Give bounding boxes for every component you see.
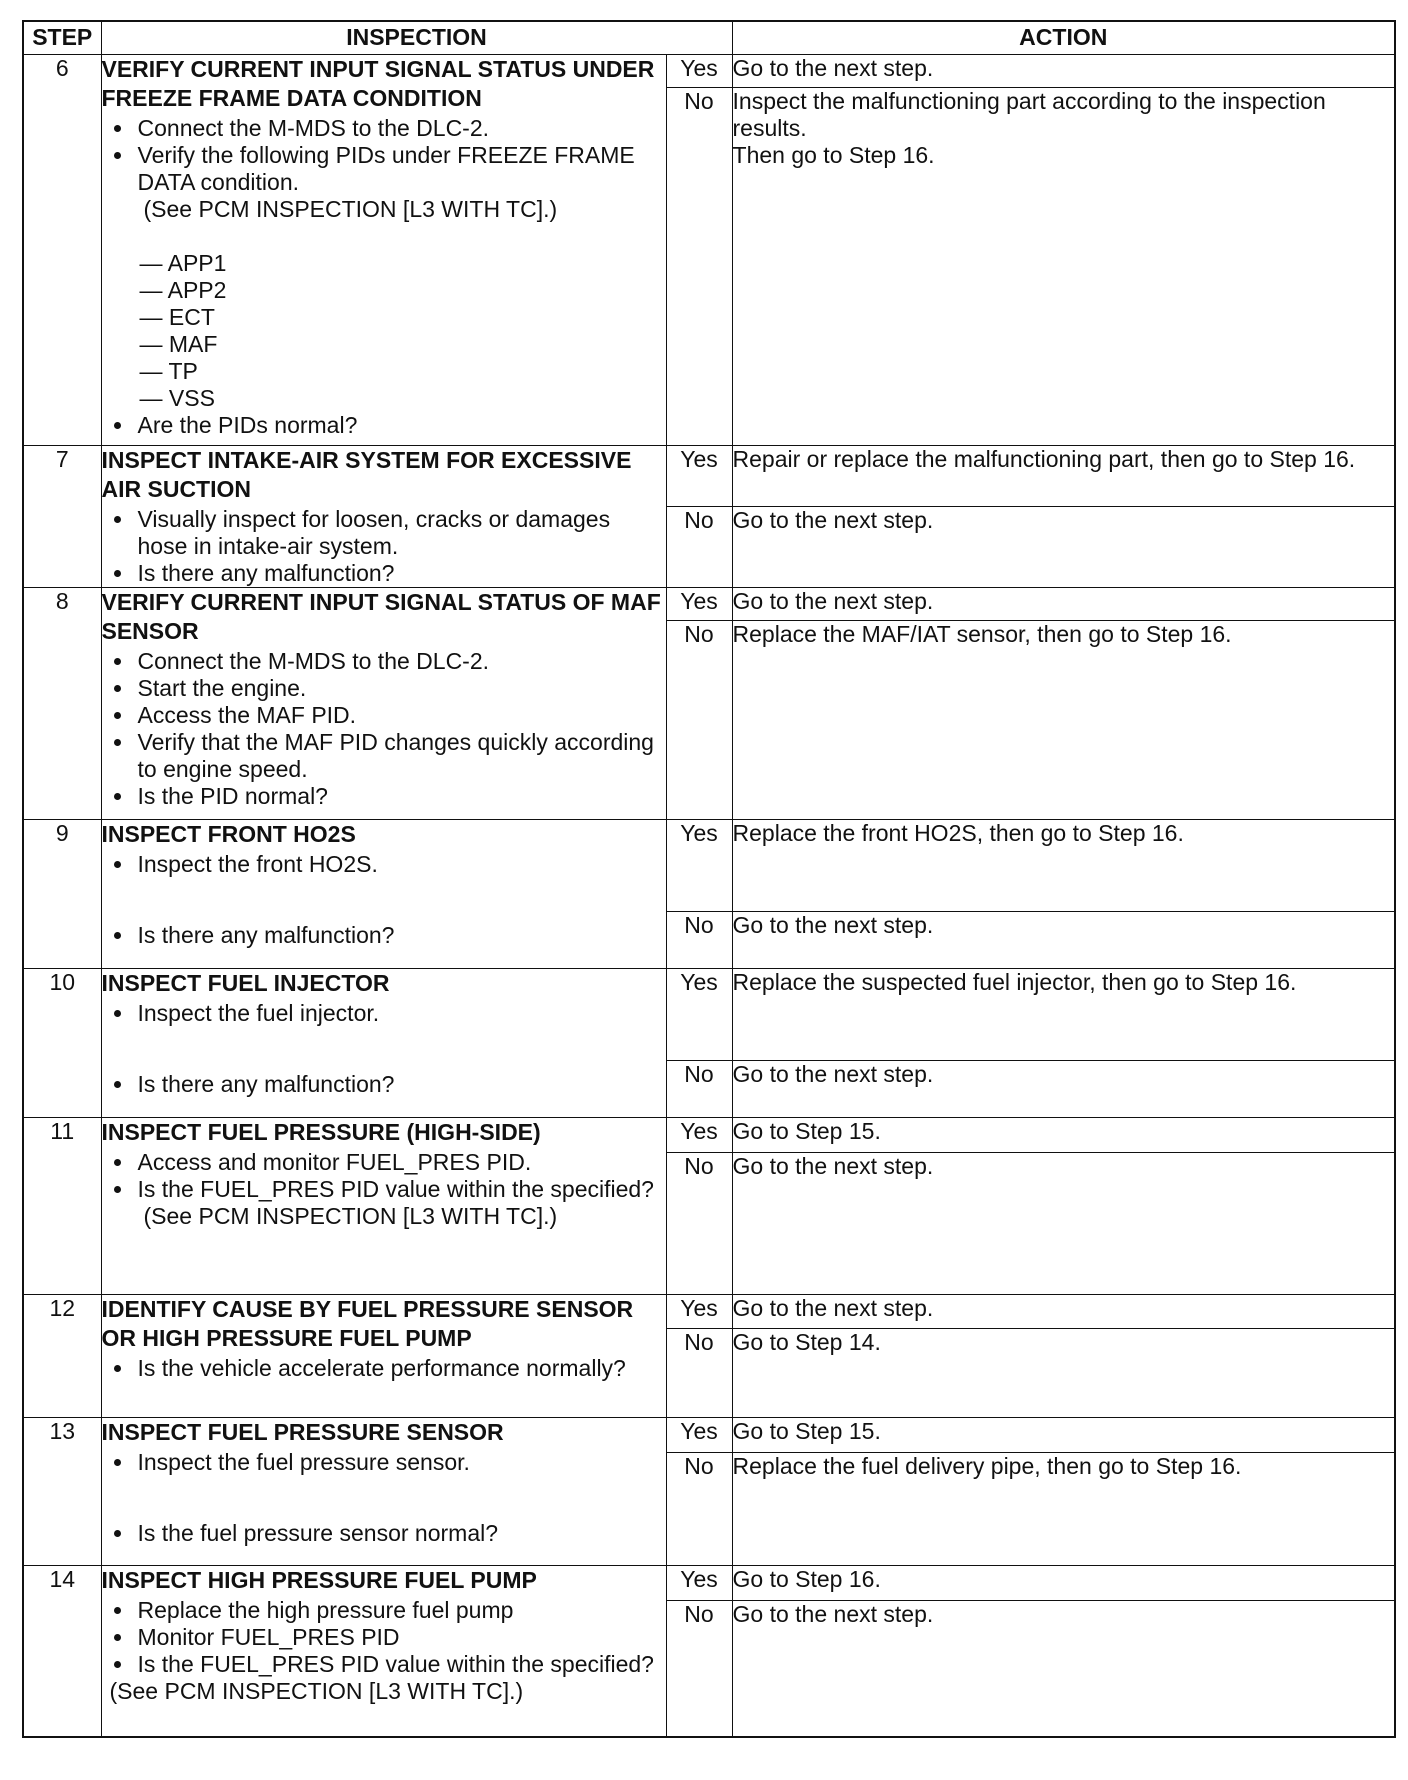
table-row — [23, 820, 1395, 912]
no-label: No — [666, 1329, 732, 1418]
question-item: Is the fuel pressure sensor normal? — [102, 1520, 666, 1547]
diagnostic-steps-table — [22, 20, 1396, 1738]
question-item: Are the PIDs normal? — [102, 412, 666, 439]
question-item: Is there any malfunction? — [102, 922, 666, 949]
reference-note: (See PCM INSPECTION [L3 WITH TC].) — [109, 1678, 524, 1704]
instruction-item: Access and monitor FUEL_PRES PID. — [102, 1149, 666, 1176]
no-action: Go to the next step. — [732, 1153, 1395, 1295]
step-number: 14 — [23, 1566, 101, 1737]
step-number: 6 — [23, 55, 101, 446]
table-row — [23, 446, 1395, 507]
instruction-item: Monitor FUEL_PRES PID — [102, 1624, 666, 1651]
inspection-cell — [101, 1566, 666, 1737]
instruction-item: Verify that the MAF PID changes quickly according to engine speed. — [102, 729, 666, 783]
no-label: No — [666, 88, 732, 446]
no-label: No — [666, 1061, 732, 1118]
yes-label: Yes — [666, 446, 732, 507]
inspection-cell — [101, 446, 666, 588]
yes-action: Go to the next step. — [732, 1295, 1395, 1329]
yes-label: Yes — [666, 1118, 732, 1153]
pid-item: — APP2 — [139, 277, 227, 303]
header-action: ACTION — [732, 21, 1395, 55]
no-action: Replace the fuel delivery pipe, then go to Step 16. — [732, 1453, 1395, 1566]
inspection-cell — [101, 969, 666, 1118]
no-action: Go to the next step. — [732, 1601, 1395, 1737]
step-title: INSPECT FUEL INJECTOR — [101, 970, 390, 996]
pid-item: — APP1 — [139, 250, 227, 276]
yes-label: Yes — [666, 1418, 732, 1453]
table-row — [23, 1118, 1395, 1153]
header-inspection: INSPECTION — [101, 21, 732, 55]
pid-item: — MAF — [139, 331, 218, 357]
step-number: 11 — [23, 1118, 101, 1295]
yes-action: Go to Step 15. — [732, 1418, 1395, 1453]
inspection-cell — [101, 55, 666, 446]
inspection-cell — [101, 1418, 666, 1566]
spacer — [102, 1476, 666, 1520]
yes-label: Yes — [666, 1566, 732, 1601]
instruction-item: Connect the M-MDS to the DLC-2. — [102, 115, 666, 142]
spacer — [102, 878, 666, 922]
instruction-item: Connect the M-MDS to the DLC-2. — [102, 648, 666, 675]
step-title: INSPECT INTAKE-AIR SYSTEM FOR EXCESSIVE AIR SUCTION — [101, 447, 632, 502]
question-item: Is the FUEL_PRES PID value within the specified? — [102, 1651, 666, 1678]
instruction-item: Replace the high pressure fuel pump — [102, 1597, 666, 1624]
action-text: Then go to Step 16. — [732, 142, 935, 168]
pid-item: — VSS — [139, 385, 215, 411]
no-action — [732, 88, 1395, 446]
instruction-item: Access the MAF PID. — [102, 702, 666, 729]
yes-action: Go to Step 16. — [732, 1566, 1395, 1601]
reference-note: (See PCM INSPECTION [L3 WITH TC].) — [143, 1203, 558, 1229]
step-title: INSPECT HIGH PRESSURE FUEL PUMP — [101, 1567, 537, 1593]
yes-label: Yes — [666, 969, 732, 1061]
yes-action: Replace the suspected fuel injector, then go to Step 16. — [732, 969, 1395, 1061]
step-number: 9 — [23, 820, 101, 969]
no-label: No — [666, 1601, 732, 1737]
inspection-cell — [101, 1118, 666, 1295]
no-action: Go to the next step. — [732, 1061, 1395, 1118]
yes-action: Go to the next step. — [732, 55, 1395, 88]
yes-action: Go to the next step. — [732, 588, 1395, 621]
question-item: Is the PID normal? — [102, 783, 666, 810]
question-item: Is the FUEL_PRES PID value within the specified? — [102, 1176, 666, 1203]
table-header-row — [23, 21, 1395, 55]
instruction-item: Inspect the fuel injector. — [102, 1000, 666, 1027]
pid-item: — TP — [139, 358, 198, 384]
step-number: 7 — [23, 446, 101, 588]
header-step: STEP — [23, 21, 101, 55]
no-label: No — [666, 621, 732, 820]
yes-label: Yes — [666, 55, 732, 88]
yes-action: Repair or replace the malfunctioning part, then go to Step 16. — [732, 446, 1395, 507]
table-row — [23, 1295, 1395, 1329]
no-label: No — [666, 1153, 732, 1295]
step-title: VERIFY CURRENT INPUT SIGNAL STATUS OF MAF SENSOR — [101, 589, 661, 644]
step-title: INSPECT FRONT HO2S — [101, 821, 356, 847]
reference-note: (See PCM INSPECTION [L3 WITH TC].) — [143, 196, 558, 222]
no-label: No — [666, 507, 732, 588]
document-page — [22, 20, 1394, 1760]
yes-label: Yes — [666, 588, 732, 621]
instruction-item: Verify the following PIDs under FREEZE FRAME DATA condition. — [102, 142, 666, 196]
spacer — [102, 1027, 666, 1071]
pid-list — [102, 250, 666, 412]
inspection-cell — [101, 588, 666, 820]
step-number: 8 — [23, 588, 101, 820]
question-item: Is the vehicle accelerate performance normally? — [102, 1355, 666, 1382]
action-text: Inspect the malfunctioning part according to the inspection results. — [732, 88, 1326, 141]
question-item: Is there any malfunction? — [102, 1071, 666, 1098]
yes-label: Yes — [666, 1295, 732, 1329]
no-action: Go to the next step. — [732, 507, 1395, 588]
pid-item: — ECT — [139, 304, 215, 330]
instruction-item: Visually inspect for loosen, cracks or damages hose in intake-air system. — [102, 506, 666, 560]
step-title: INSPECT FUEL PRESSURE SENSOR — [101, 1419, 504, 1445]
step-title: INSPECT FUEL PRESSURE (HIGH-SIDE) — [101, 1119, 541, 1145]
yes-action: Go to Step 15. — [732, 1118, 1395, 1153]
inspection-cell — [101, 820, 666, 969]
table-row — [23, 55, 1395, 88]
instruction-item: Inspect the fuel pressure sensor. — [102, 1449, 666, 1476]
inspection-cell — [101, 1295, 666, 1418]
step-title: IDENTIFY CAUSE BY FUEL PRESSURE SENSOR OR HIGH PRESSURE FUEL PUMP — [101, 1296, 634, 1351]
step-number: 12 — [23, 1295, 101, 1418]
no-action: Go to the next step. — [732, 912, 1395, 969]
instruction-item: Start the engine. — [102, 675, 666, 702]
no-action: Replace the MAF/IAT sensor, then go to Step 16. — [732, 621, 1395, 820]
instruction-item: Inspect the front HO2S. — [102, 851, 666, 878]
yes-label: Yes — [666, 820, 732, 912]
no-label: No — [666, 912, 732, 969]
step-title: VERIFY CURRENT INPUT SIGNAL STATUS UNDER FREEZE FRAME DATA CONDITION — [101, 56, 655, 111]
yes-action: Replace the front HO2S, then go to Step 16. — [732, 820, 1395, 912]
question-item: Is there any malfunction? — [102, 560, 666, 587]
table-row — [23, 969, 1395, 1061]
no-label: No — [666, 1453, 732, 1566]
table-row — [23, 1418, 1395, 1453]
step-number: 10 — [23, 969, 101, 1118]
table-row — [23, 588, 1395, 621]
step-number: 13 — [23, 1418, 101, 1566]
no-action: Go to Step 14. — [732, 1329, 1395, 1418]
table-row — [23, 1566, 1395, 1601]
